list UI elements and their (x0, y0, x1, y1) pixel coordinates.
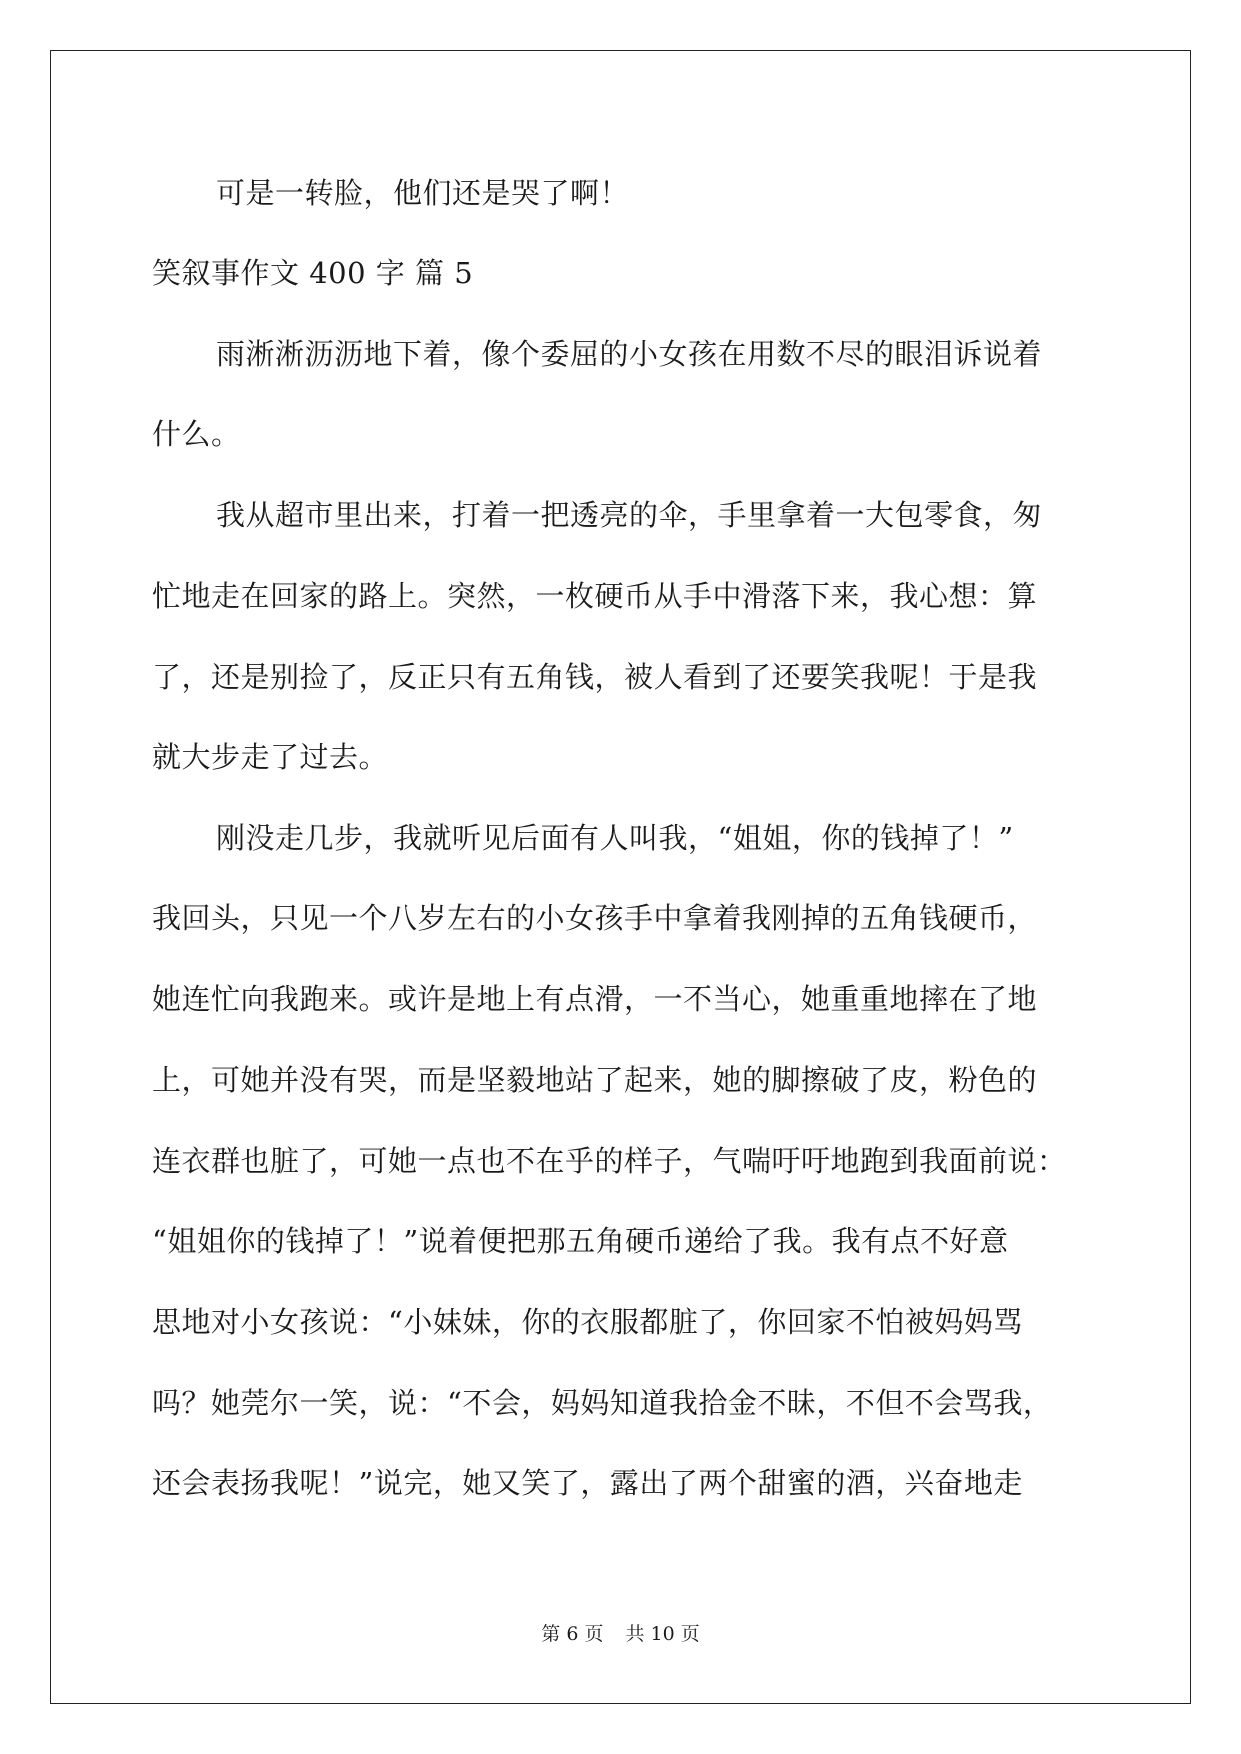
text-line: 雨淅淅沥沥地下着，像个委屈的小女孩在用数不尽的眼泪诉说着 (216, 337, 1043, 371)
text-line: 忙地走在回家的路上。突然，一枚硬币从手中滑落下来，我心想：算 (152, 579, 1038, 613)
text-line: 了，还是别捡了，反正只有五角钱，被人看到了还要笑我呢！于是我 (152, 660, 1038, 694)
text-line: 吗？她莞尔一笑，说：“不会，妈妈知道我拾金不昧，不但不会骂我， (152, 1386, 1053, 1420)
text-line: 连衣群也脏了，可她一点也不在乎的样子，气喘吁吁地跑到我面前说： (152, 1144, 1067, 1178)
page-border (50, 50, 1191, 1704)
text-line: 还会表扬我呢！”说完，她又笑了，露出了两个甜蜜的酒，兴奋地走 (152, 1466, 1023, 1500)
text-line: 可是一转脸，他们还是哭了啊！ (216, 176, 630, 210)
text-line: 我从超市里出来，打着一把透亮的伞，手里拿着一大包零食，匆 (216, 498, 1043, 532)
text-line: 就大步走了过去。 (152, 740, 389, 774)
page-number-current: 第 6 页 (541, 1623, 604, 1645)
text-line: 我回头，只见一个八岁左右的小女孩手中拿着我刚掉的五角钱硬币， (152, 901, 1038, 935)
section-heading: 笑叙事作文 400 字 篇 5 (152, 256, 474, 290)
page-number-total: 共 10 页 (625, 1623, 700, 1645)
text-line: 上，可她并没有哭，而是坚毅地站了起来，她的脚擦破了皮，粉色的 (152, 1063, 1038, 1097)
text-line: 什么。 (152, 417, 241, 451)
text-line: “姐姐你的钱掉了！”说着便把那五角硬币递给了我。我有点不好意 (152, 1224, 1009, 1258)
text-line: 思地对小女孩说：“小妹妹，你的衣服都脏了，你回家不怕被妈妈骂 (152, 1305, 1023, 1339)
text-line: 她连忙向我跑来。或许是地上有点滑，一不当心，她重重地摔在了地 (152, 982, 1038, 1016)
text-line: 刚没走几步，我就听见后面有人叫我，“姐姐，你的钱掉了！” (216, 821, 1014, 855)
page-footer (0, 1622, 1241, 1646)
